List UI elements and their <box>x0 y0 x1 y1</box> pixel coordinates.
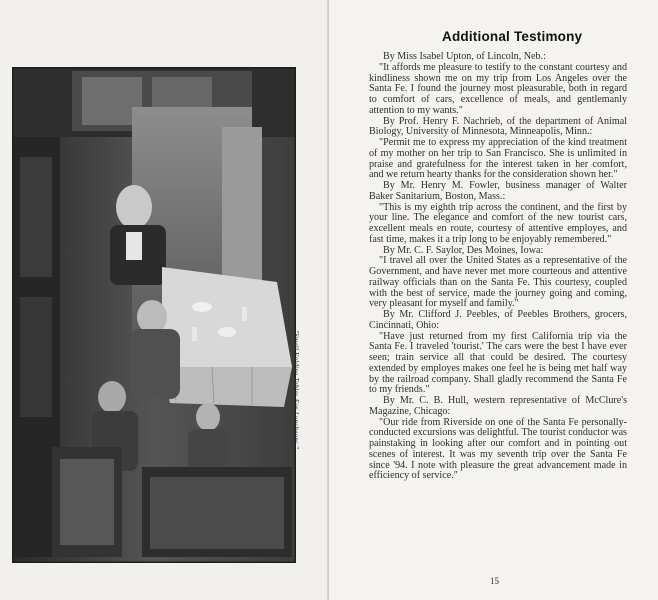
photo-illustration <box>12 67 296 563</box>
page-number: 15 <box>490 576 499 586</box>
quote-paragraph: "Our ride from Riverside on one of the Santa Fe personally-conducted excursions was delightful. The tourist conductor was painstaking in looking after our comfort and in pointing out scenes of interest. It was my seventh trip over the Santa Fe since '94. I note with pleasure the great advancement made in efficiency of service." <box>369 416 627 482</box>
attribution-paragraph: By Mr. C. F. Saylor, Des Moines, Iowa: <box>383 244 544 256</box>
quote-paragraph: "It affords me pleasure to testify to the constant courtesy and kindliness shown me on my trip from Los Angeles over the Santa Fe. I found the journey most pleasurable, both in regard to comfort of cars, excellence of meals, and gentlemanly attention to my wants." <box>369 61 627 116</box>
quote-paragraph: "This is my eighth trip across the continent, and the first by your line. The elegance and comfort of the new tourist cars, excellent meals en route, courtesy of attentive employes, and fast time, makes it a trip long to be enjoyably remembered." <box>369 201 627 245</box>
testimony-text <box>369 52 627 482</box>
page-title: Additional Testimony <box>442 29 583 44</box>
attribution-paragraph: By Prof. Henry F. Nachrieb, of the department of Animal Biology, University of Minnesota, Minneapolis, Minn.: <box>369 115 627 138</box>
quote-paragraph: "Permit me to express my appreciation of the kind treatment of my mother on her trip to San Francisco. She is unlimited in praise and gratefulness for the interest taken in her comfort, and we return hearty thanks for the consideration shown her." <box>369 137 627 181</box>
attribution-paragraph: By Mr. C. B. Hull, western representative of McClure's Magazine, Chicago: <box>369 395 627 417</box>
quote-paragraph: "Have just returned from my first California trip via the Santa Fe. I traveled 'tourist.' The cars were the best I have ever seen; train service all that could be desired. The courtesy extended by employes makes one feel he is being met half way by the railroad company. Shall gladly recommend the Santa Fe to my friends." <box>369 330 627 396</box>
attribution-paragraph: By Mr. Clifford J. Peebles, of Peebles Brothers, grocers, Cincinnati, Ohio: <box>369 309 627 331</box>
train-car-photo <box>12 67 296 563</box>
quote-paragraph: "I travel all over the United States as a representative of the Government, and have never met more courteous and attentive railway officials than on the Santa Fe. This courtesy, coupled with the best of service, made the journey going and coming, very pleasant for myself and family." <box>369 255 627 310</box>
attribution-paragraph: By Miss Isabel Upton, of Lincoln, Neb.: <box>383 51 546 62</box>
photo-caption: "Small Folding Tables For Luncheons." <box>292 330 300 449</box>
attribution-paragraph: By Mr. Henry M. Fowler, business manager of Walter Baker Sanitarium, Boston, Mass.: <box>369 180 627 202</box>
